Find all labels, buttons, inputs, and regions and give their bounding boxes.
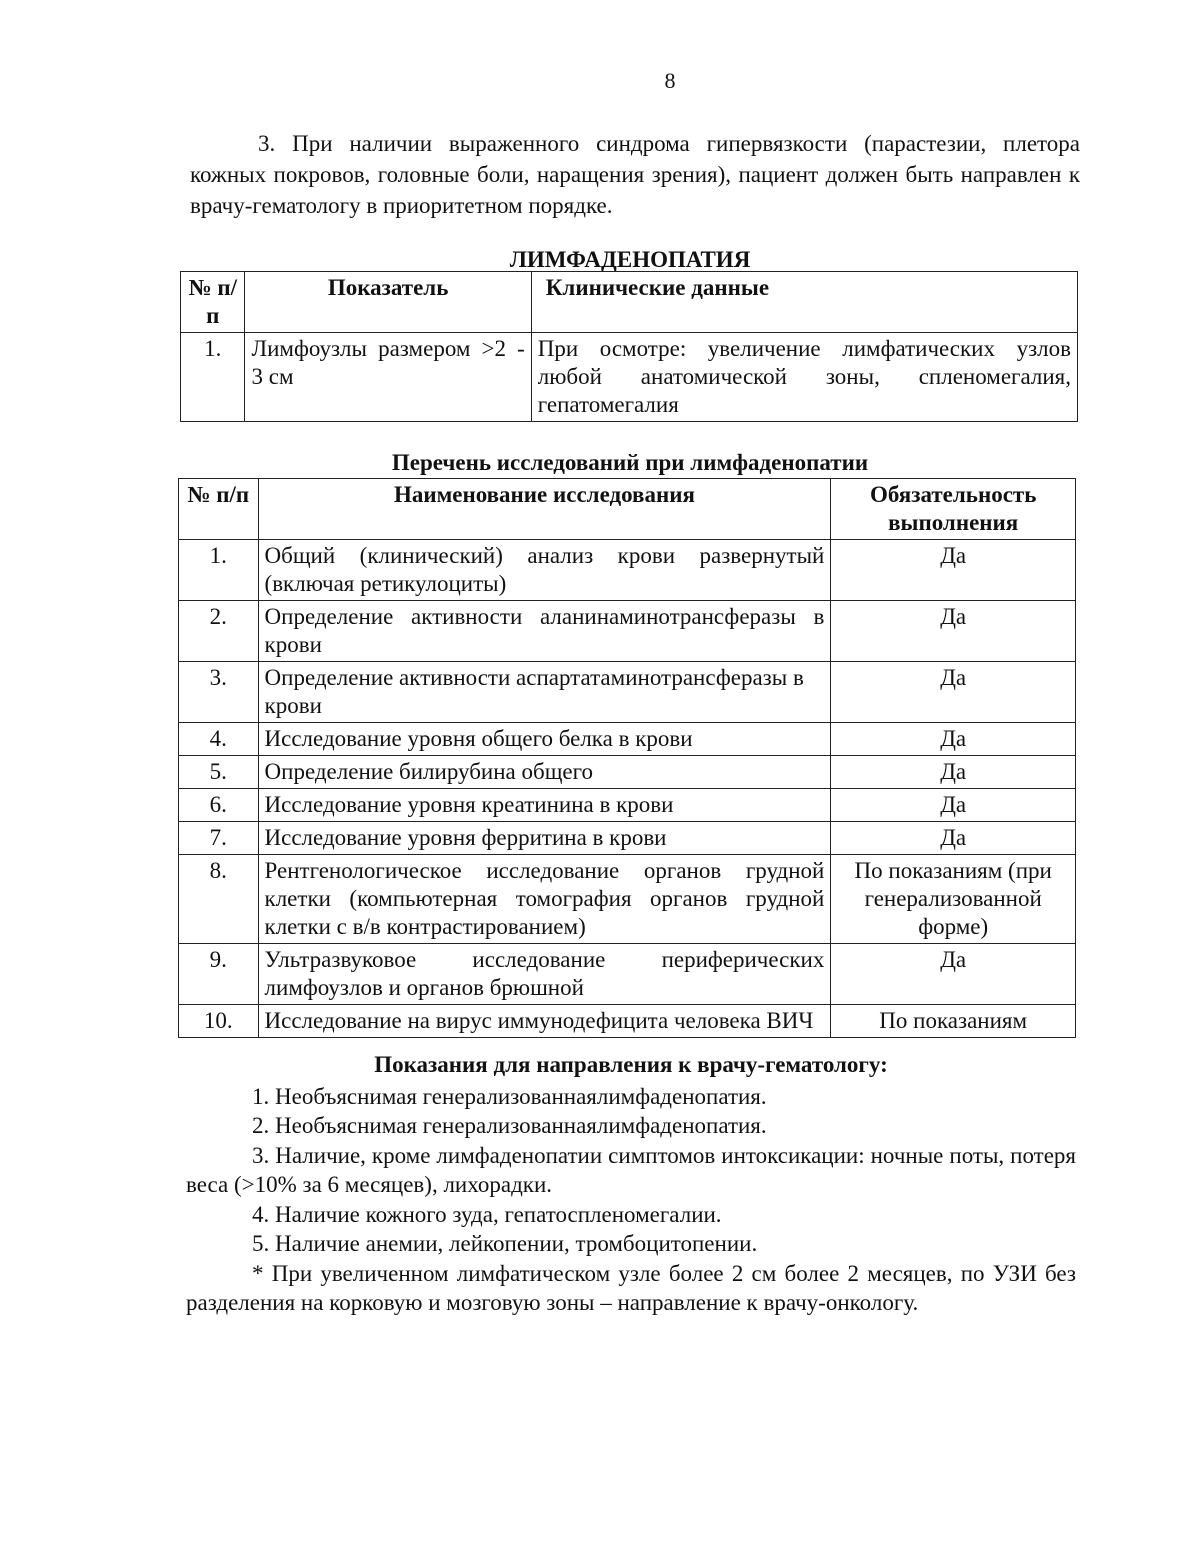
table-row — [179, 723, 1076, 756]
row-investigation-name: Исследование уровня ферритина в крови — [258, 822, 831, 855]
section-title-lymphadenopathy: ЛИМФАДЕНОПАТИЯ — [509, 247, 751, 272]
row-number: 1. — [179, 540, 259, 601]
row-required: Да — [831, 944, 1076, 1005]
lymphadenopathy-table — [180, 271, 1078, 422]
header-number: № п/п — [179, 479, 259, 540]
row-required: Да — [831, 756, 1076, 789]
row-number: 2. — [179, 601, 259, 662]
indication-item: 2. Необъяснимая генерализованнаялимфаденопатия. — [252, 1113, 767, 1138]
row-investigation-name: Исследование уровня общего белка в крови — [258, 723, 831, 756]
header-investigation-name: Наименование исследования — [258, 479, 831, 540]
row-number: 8. — [179, 855, 259, 944]
row-number: 9. — [179, 944, 259, 1005]
table-row — [179, 601, 1076, 662]
row-number: 10. — [179, 1005, 259, 1038]
row-number: 5. — [179, 756, 259, 789]
table-row — [179, 540, 1076, 601]
header-number: № п/п — [181, 272, 245, 333]
indication-item: 1. Необъяснимая генерализованнаялимфаденопатия. — [252, 1083, 767, 1109]
table-row — [179, 822, 1076, 855]
row-indicator: Лимфоузлы размером >2 - 3 см — [245, 333, 531, 422]
row-required: По показаниям (при генерализованной форме) — [831, 855, 1076, 944]
indication-item: 4. Наличие кожного зуда, гепатоспленомегалии. — [252, 1201, 722, 1227]
row-investigation-name: Определение активности аланинаминотрансферазы в крови — [258, 601, 831, 662]
row-investigation-name: Определение билирубина общего — [258, 756, 831, 789]
table-row — [179, 662, 1076, 723]
row-required: Да — [831, 789, 1076, 822]
table-row — [179, 944, 1076, 1005]
row-number: 3. — [179, 662, 259, 723]
row-number: 4. — [179, 723, 259, 756]
row-required: По показаниям — [831, 1005, 1076, 1038]
table-header-row — [181, 272, 1078, 333]
row-investigation-name: Исследование уровня креатинина в крови — [258, 789, 831, 822]
page-number: 8 — [664, 68, 676, 93]
table-row — [179, 756, 1076, 789]
intro-paragraph: 3. При наличии выраженного синдрома гипервязкости (парастезии, плетора кожных покровов, головные боли, наращения зрения), пациент должен быть направлен к врачу-гематологу в приоритетном порядке. — [190, 131, 1080, 218]
table-header-row — [179, 479, 1076, 540]
row-investigation-name: Общий (клинический) анализ крови развернутый (включая ретикулоциты) — [258, 540, 831, 601]
row-investigation-name: Определение активности аспартатаминотрансферазы в крови — [258, 662, 831, 723]
referral-indications — [186, 1050, 1076, 1318]
table-row — [181, 333, 1078, 422]
section-title-investigations: Перечень исследований при лимфаденопатии — [391, 450, 869, 475]
row-number: 6. — [179, 789, 259, 822]
row-number: 1. — [181, 333, 245, 422]
row-investigation-name: Исследование на вирус иммунодефицита человека ВИЧ — [258, 1005, 831, 1038]
indication-item: 3. Наличие, кроме лимфаденопатии симптомов интоксикации: ночные поты, потеря веса (>10% за 6 месяцев), лихорадки. — [186, 1142, 1076, 1197]
row-clinical-data: При осмотре: увеличение лимфатических узлов любой анатомической зоны, спленомегалия, гепатомегалия — [531, 333, 1077, 422]
row-required: Да — [831, 601, 1076, 662]
row-number: 7. — [179, 822, 259, 855]
investigations-table — [178, 478, 1076, 1038]
indications-title: Показания для направления к врачу-гематологу: — [374, 1052, 888, 1077]
indication-note: * При увеличенном лимфатическом узле более 2 см более 2 месяцев, по УЗИ без разделения на корковую и мозговую зоны – направление к врачу-онкологу. — [186, 1260, 1076, 1315]
table-row — [179, 789, 1076, 822]
row-investigation-name: Рентгенологическое исследование органов грудной клетки (компьютерная томография органов грудной клетки с в/в контрастированием) — [258, 855, 831, 944]
row-investigation-name: Ультразвуковое исследование периферических лимфоузлов и органов брюшной — [258, 944, 831, 1005]
row-required: Да — [831, 540, 1076, 601]
header-required: Обязательность выполнения — [831, 479, 1076, 540]
table-row — [179, 1005, 1076, 1038]
header-indicator: Показатель — [245, 272, 531, 333]
row-required: Да — [831, 723, 1076, 756]
header-clinical-data: Клинические данные — [531, 272, 1077, 333]
row-required: Да — [831, 662, 1076, 723]
table-row — [179, 855, 1076, 944]
indication-item: 5. Наличие анемии, лейкопении, тромбоцитопении. — [252, 1231, 758, 1256]
row-required: Да — [831, 822, 1076, 855]
